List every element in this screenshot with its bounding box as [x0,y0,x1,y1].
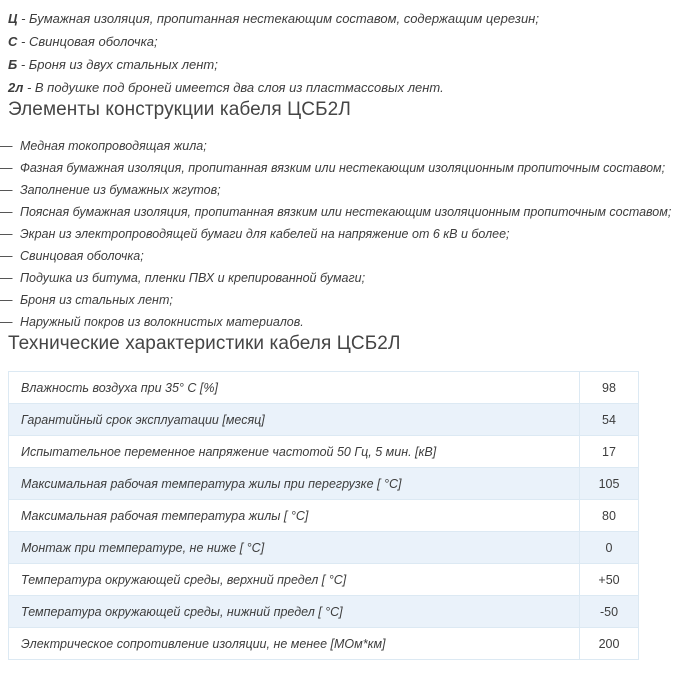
legend-row [8,7,692,30]
spec-value-cell: 200 [580,628,639,660]
legend-separator: - [17,34,29,49]
legend-row [8,30,692,53]
legend-separator: - [23,80,35,95]
legend-description: Броня из двух стальных лент; [28,57,218,72]
legend-row [8,53,692,76]
spec-name-cell: Температура окружающей среды, верхний предел [ °C] [9,564,580,596]
em-dash-bullet-icon: — [0,205,13,219]
spec-name-cell: Монтаж при температуре, не ниже [ °C] [9,532,580,564]
legend-key: С [8,34,18,49]
construction-list-item [0,245,692,267]
em-dash-bullet-icon: — [0,315,13,329]
construction-list-item-label: Поясная бумажная изоляция, пропитанная вязким или нестекающим изоляционным пропиточным составом; [20,205,672,219]
table-row [9,436,639,468]
construction-list-item [0,267,692,289]
construction-section-title: Элементы конструкции кабеля ЦСБ2Л [8,99,351,120]
spec-value-cell: 105 [580,468,639,500]
em-dash-bullet-icon: — [0,293,13,307]
legend-key: Ц [8,11,18,26]
em-dash-bullet-icon: — [0,271,13,285]
specs-table [8,371,639,660]
spec-name-cell: Испытательное переменное напряжение частотой 50 Гц, 5 мин. [кВ] [9,436,580,468]
em-dash-bullet-icon: — [0,227,13,241]
spec-name-cell: Максимальная рабочая температура жилы при перегрузке [ °C] [9,468,580,500]
specs-section-title: Технические характеристики кабеля ЦСБ2Л [8,333,401,354]
em-dash-bullet-icon: — [0,183,13,197]
spec-value-cell: 54 [580,404,639,436]
table-row [9,596,639,628]
em-dash-bullet-icon: — [0,139,13,153]
spec-name-cell: Влажность воздуха при 35° C [%] [9,372,580,404]
table-row [9,628,639,660]
table-row [9,500,639,532]
spec-value-cell: 98 [580,372,639,404]
construction-list-item [0,223,692,245]
legend-separator: - [17,11,30,26]
legend-key: 2л [8,80,24,95]
construction-list-item-label: Свинцовая оболочка; [20,249,144,263]
legend-description: Бумажная изоляция, пропитанная нестекающим составом, содержащим церезин; [29,11,539,26]
table-row [9,404,639,436]
construction-list-item-label: Экран из электропроводящей бумаги для кабелей на напряжение от 6 кВ и более; [20,227,510,241]
construction-list-item [0,201,692,223]
legend-description: Свинцовая оболочка; [28,34,158,49]
spec-value-cell: -50 [580,596,639,628]
spec-name-cell: Электрическое сопротивление изоляции, не менее [МОм*км] [9,628,580,660]
spec-value-cell: +50 [580,564,639,596]
construction-list-item-label: Подушка из битума, пленки ПВХ и крепированной бумаги; [20,271,366,285]
cable-marking-legend [0,0,692,99]
construction-list-item-label: Медная токопроводящая жила; [20,139,207,153]
table-row [9,372,639,404]
construction-list-item [0,179,692,201]
spec-name-cell: Гарантийный срок эксплуатации [месяц] [9,404,580,436]
spec-value-cell: 0 [580,532,639,564]
construction-list-item-label: Наружный покров из волокнистых материалов. [20,315,304,329]
table-row [9,532,639,564]
spec-value-cell: 80 [580,500,639,532]
specs-table-wrapper [0,355,692,660]
construction-list-item [0,157,692,179]
em-dash-bullet-icon: — [0,161,13,175]
spec-value-cell: 17 [580,436,639,468]
spec-name-cell: Максимальная рабочая температура жилы [ °C] [9,500,580,532]
construction-list-item [0,289,692,311]
spec-name-cell: Температура окружающей среды, нижний предел [ °C] [9,596,580,628]
construction-list-item-label: Заполнение из бумажных жгутов; [20,183,221,197]
construction-list-item-label: Броня из стальных лент; [20,293,173,307]
table-row [9,468,639,500]
table-row [9,564,639,596]
legend-row [8,76,692,99]
construction-list-item [0,135,692,157]
em-dash-bullet-icon: — [0,249,13,263]
legend-key: Б [8,57,18,72]
legend-description: В подушке под броней имеется два слоя из пластмассовых лент. [34,80,444,95]
construction-parts-list [0,121,692,333]
construction-list-item [0,311,692,333]
specs-table-body [9,372,639,660]
construction-list-item-label: Фазная бумажная изоляция, пропитанная вязким или нестекающим изоляционным пропиточным составом; [20,161,666,175]
legend-separator: - [17,57,29,72]
